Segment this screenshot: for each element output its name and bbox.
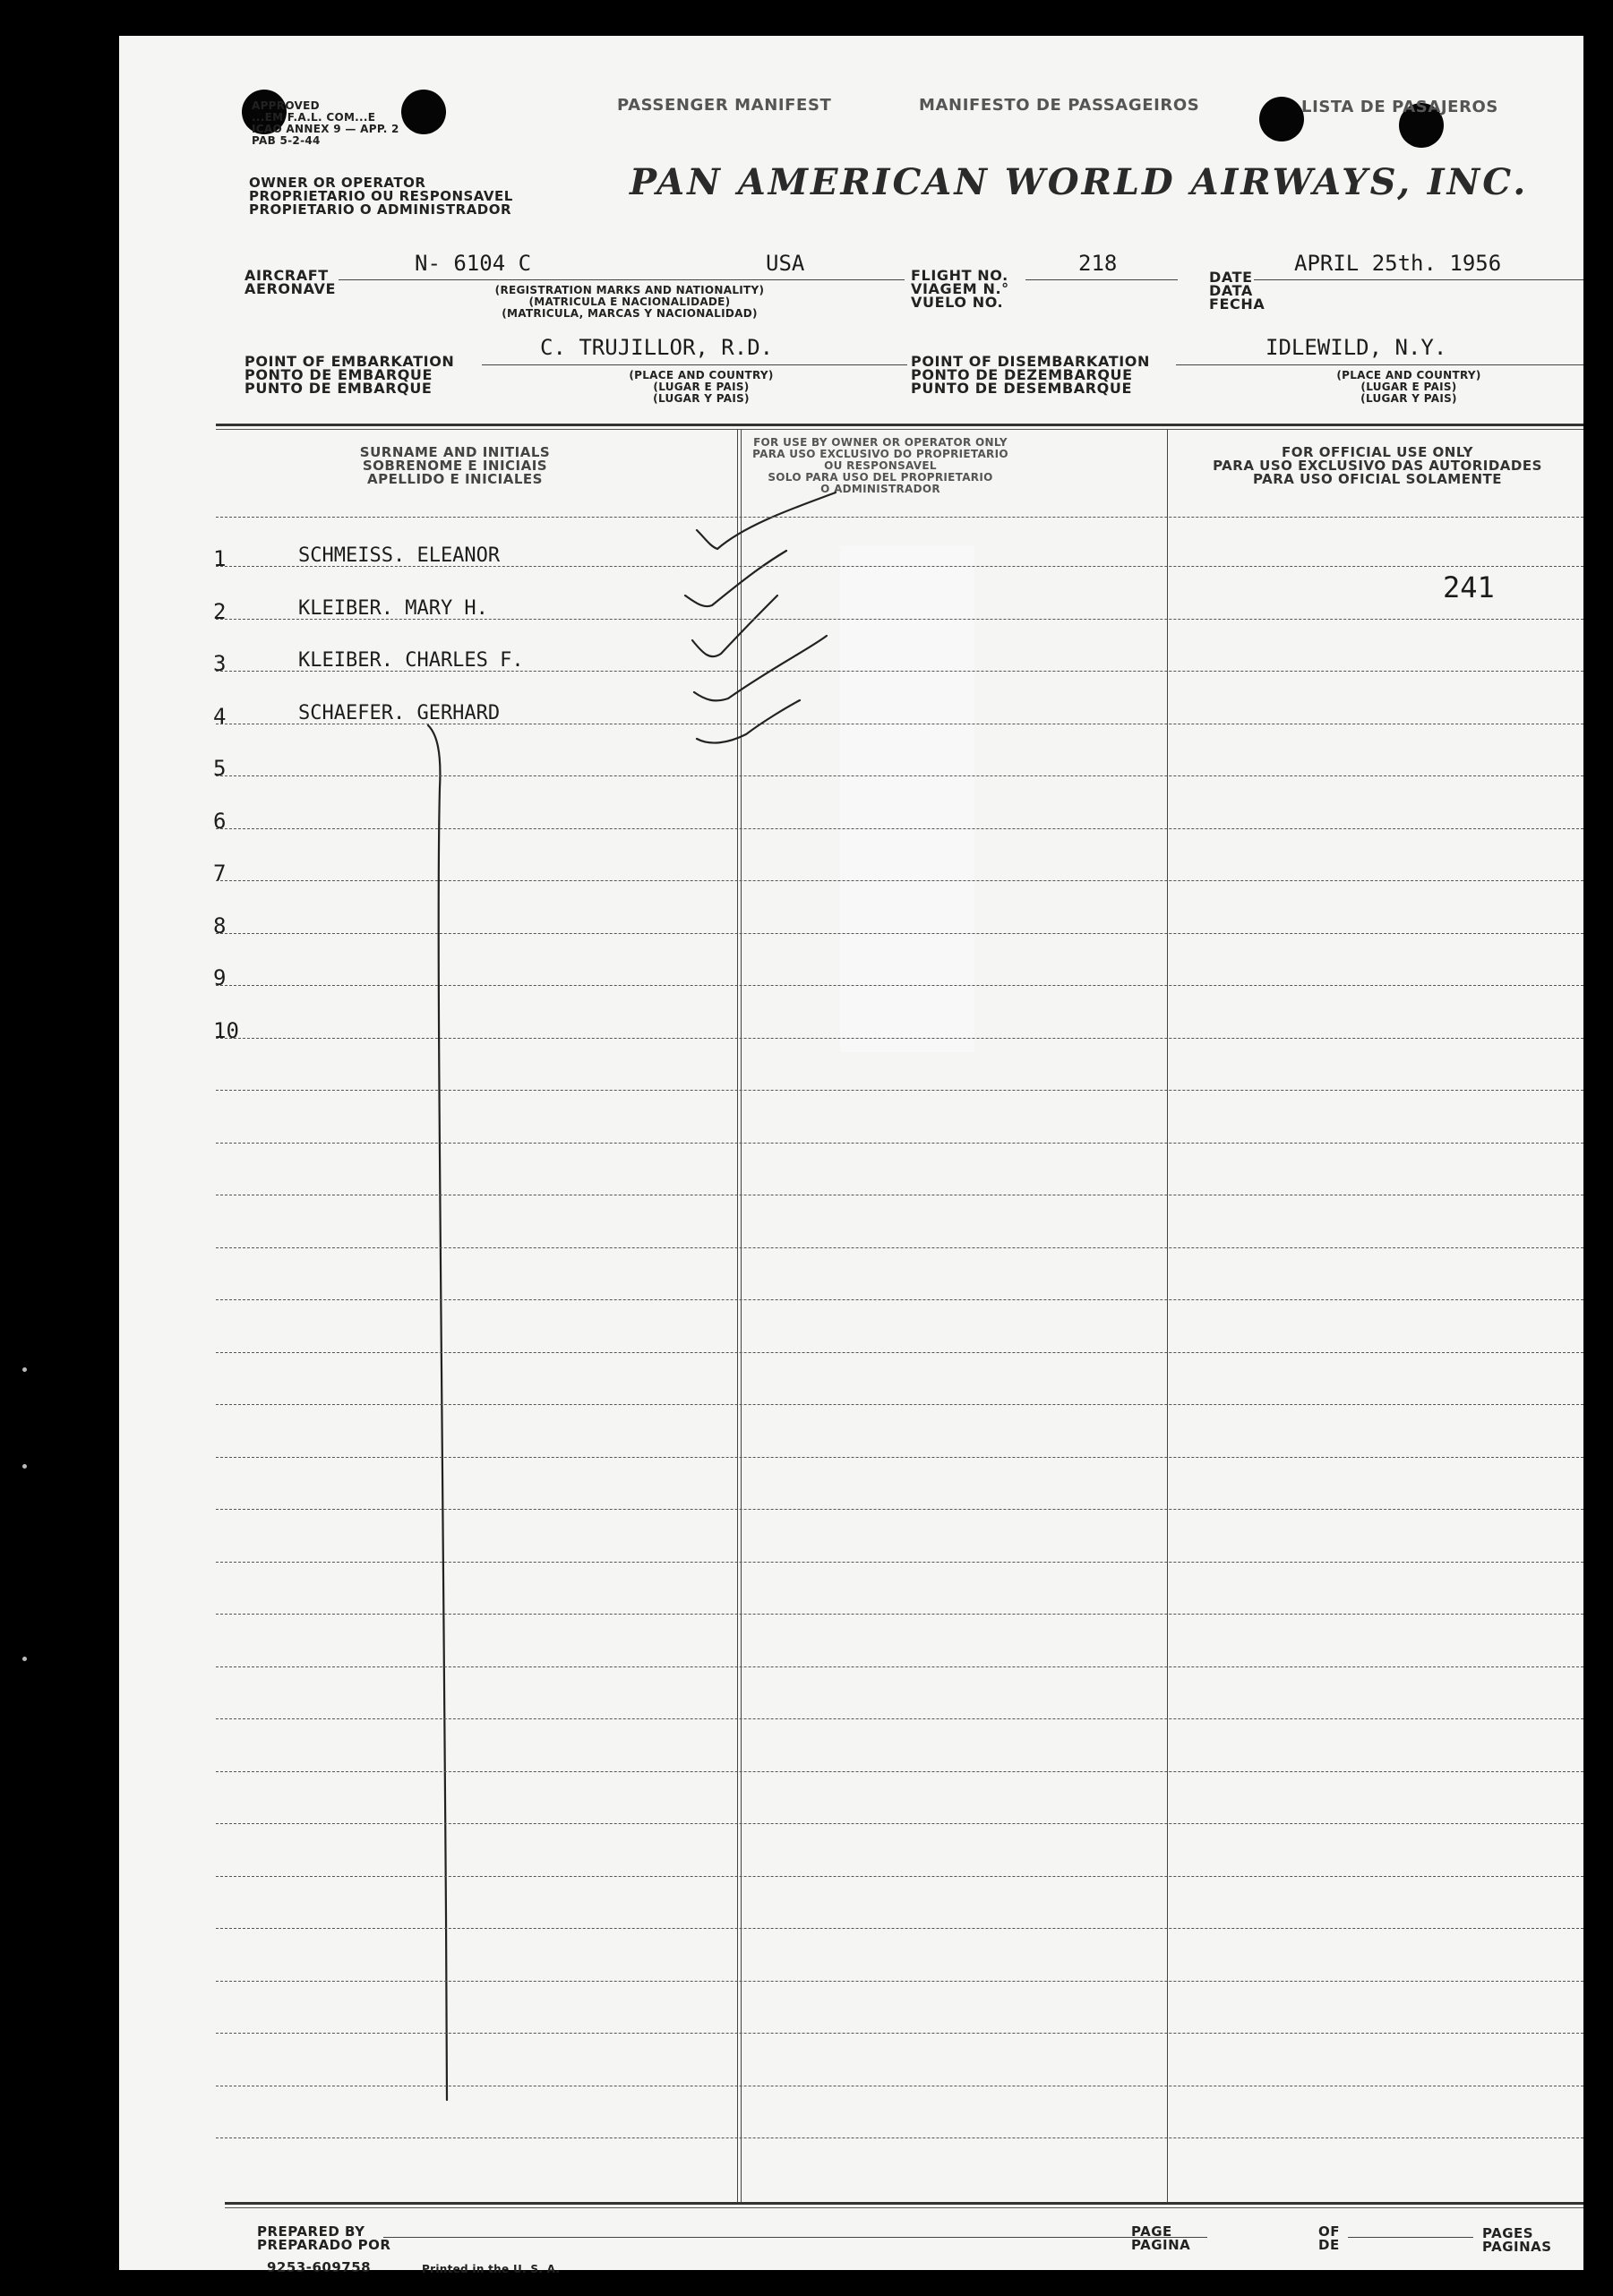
- row-number: 8: [213, 912, 227, 938]
- passenger-name: SCHAEFER. GERHARD: [298, 701, 501, 724]
- ruled-line: [216, 828, 1583, 829]
- row-number: 9: [213, 965, 227, 990]
- row-number: 4: [213, 703, 227, 729]
- ruled-line: [216, 2033, 1583, 2034]
- airline-name: PAN AMERICAN WORLD AIRWAYS, INC.: [630, 161, 1529, 203]
- ruled-line: [216, 1823, 1583, 1824]
- ruled-line: [216, 1404, 1583, 1405]
- ruled-line: [216, 1614, 1583, 1615]
- official-use-column-header: FOR OFFICIAL USE ONLY PARA USO EXCLUSIVO DAS AUTORIDADES PARA USO OFICIAL SOLAMENTE: [1213, 444, 1542, 487]
- embarkation-caption: (PLACE AND COUNTRY) (LUGAR E PAIS) (LUGAR Y PAIS): [629, 369, 774, 405]
- registration-value: N- 6104 C: [415, 251, 532, 276]
- checkmarks-handwriting: [119, 36, 1583, 2270]
- ruled-line: [216, 1981, 1583, 1982]
- scan-dot-2: [22, 1464, 27, 1469]
- ruled-line: [216, 517, 1583, 518]
- checkmark-5: [697, 700, 800, 743]
- registration-caption: (REGISTRATION MARKS AND NATIONALITY) (MATRICULA E NACIONALIDADE) (MATRICULA, MARCAS Y NACIONALIDAD): [494, 284, 765, 320]
- disembarkation-caption: (PLACE AND COUNTRY) (LUGAR E PAIS) (LUGAR Y PAIS): [1336, 369, 1481, 405]
- owner-use-column-header: FOR USE BY OWNER OR OPERATOR ONLY PARA USO EXCLUSIVO DO PROPRIETARIO OU RESPONSAVEL SOLO PARA USO DEL PROPRIETARIO O ADMINISTRADOR: [752, 436, 1008, 495]
- flight-value: 218: [1078, 251, 1118, 276]
- checkmark-4: [694, 636, 827, 700]
- title-lista: LISTA DE PASAJEROS: [1301, 98, 1498, 116]
- row-number: 6: [213, 808, 227, 834]
- disembarkation-value: IDLEWILD, N.Y.: [1266, 335, 1447, 360]
- row-number: 1: [213, 546, 227, 571]
- ruled-line: [216, 933, 1583, 934]
- scan-dot-1: [22, 1367, 27, 1372]
- ruled-line: [216, 1666, 1583, 1667]
- row-number: 3: [213, 651, 227, 676]
- date-value: APRIL 25th. 1956: [1294, 251, 1502, 276]
- ruled-line: [216, 1247, 1583, 1248]
- ruled-line: [216, 1509, 1583, 1510]
- owner-operator-labels: OWNER OR OPERATOR PROPRIETARIO OU RESPONSAVEL PROPIETARIO O ADMINISTRADOR: [249, 175, 513, 218]
- manifest-page: [119, 36, 1583, 2275]
- ruled-line: [216, 566, 1583, 567]
- embarkation-value: C. TRUJILLOR, R.D.: [540, 335, 774, 360]
- ruled-line: [216, 1562, 1583, 1563]
- ruled-line: [216, 1299, 1583, 1300]
- nationality-value: USA: [766, 251, 805, 276]
- ruled-line: [216, 1090, 1583, 1091]
- official-note: 241: [1443, 570, 1495, 604]
- row-number: 10: [213, 1017, 239, 1043]
- passenger-name: KLEIBER. CHARLES F.: [298, 649, 524, 672]
- prepared-by-labels: PREPARED BY PREPARADO POR: [257, 2223, 391, 2253]
- page-labels: PAGE PAGINA: [1131, 2223, 1191, 2253]
- ruled-line: [216, 1928, 1583, 1929]
- surname-column-header: SURNAME AND INITIALS SOBRENOME E INICIAIS APELLIDO E INICIALES: [359, 444, 551, 487]
- ruled-line: [216, 619, 1583, 620]
- checkmark-2: [685, 551, 786, 606]
- checkmark-1: [697, 493, 836, 549]
- ruled-line: [216, 1352, 1583, 1353]
- row-number: 5: [213, 756, 227, 781]
- passenger-name: SCHMEISS. ELEANOR: [298, 544, 501, 567]
- scan-dot-3: [22, 1657, 27, 1661]
- ruled-line: [216, 671, 1583, 672]
- embarkation-labels: POINT OF EMBARKATION PONTO DE EMBARQUE PUNTO DE EMBARQUE: [245, 353, 455, 397]
- checkmark-3: [692, 595, 777, 656]
- disembarkation-labels: POINT OF DISEMBARKATION PONTO DE DEZEMBARQUE PUNTO DE DESEMBARQUE: [911, 353, 1150, 397]
- passenger-name: KLEIBER. MARY H.: [298, 596, 488, 620]
- handwritten-line: [428, 725, 447, 2100]
- ruled-line: [216, 985, 1583, 986]
- pages-labels: PAGES PAGINAS: [1482, 2225, 1552, 2255]
- title-passenger-manifest: PASSENGER MANIFEST: [617, 96, 832, 115]
- approved-block: APPROVED ...EM F.A.L. COM...E ICAO ANNEX 9 — APP. 2 PAB 5-2-44: [252, 99, 399, 147]
- ruled-line: [216, 1771, 1583, 1772]
- ruled-line: [216, 1718, 1583, 1719]
- ruled-line: [216, 1038, 1583, 1039]
- flight-labels: FLIGHT NO. VIAGEM N.° VUELO NO.: [911, 267, 1009, 311]
- date-labels: DATE DATA FECHA: [1209, 269, 1266, 313]
- of-labels: OF DE: [1318, 2223, 1340, 2253]
- aircraft-labels: AIRCRAFT AERONAVE: [245, 267, 337, 297]
- ruled-line: [216, 1143, 1583, 1144]
- ruled-line: [216, 1876, 1583, 1877]
- form-number: 9253-609758: [267, 2259, 372, 2275]
- ruled-line: [216, 775, 1583, 776]
- printed-in-usa: Printed in the U. S. A.: [422, 2263, 561, 2275]
- ruled-line: [216, 1457, 1583, 1458]
- row-number: 7: [213, 861, 227, 886]
- row-number: 2: [213, 598, 227, 624]
- title-manifesto: MANIFESTO DE PASSAGEIROS: [919, 96, 1200, 115]
- ruled-line: [216, 880, 1583, 881]
